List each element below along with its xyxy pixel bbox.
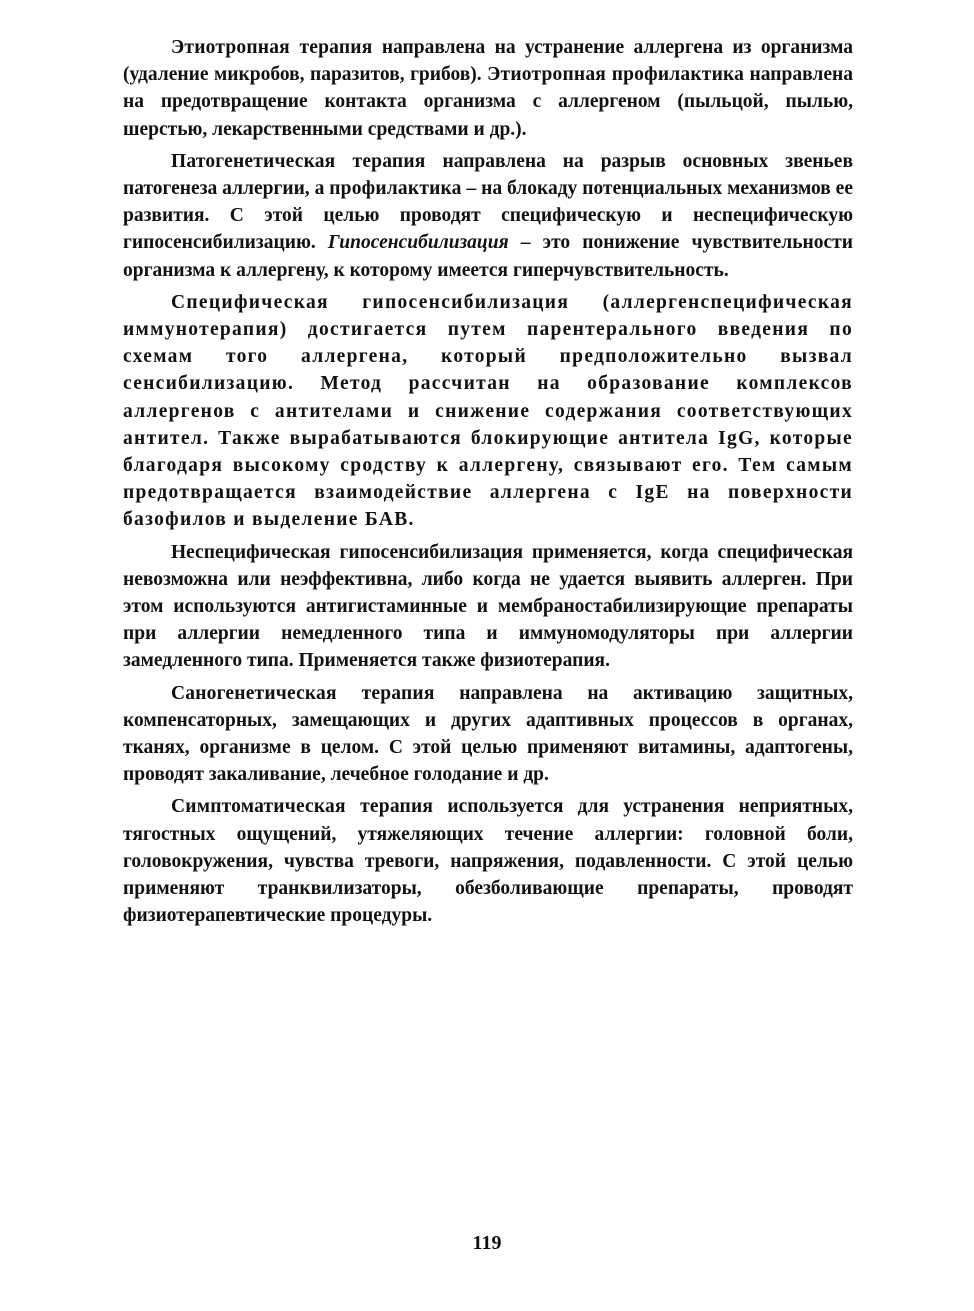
paragraph-text: направлена на разрыв основных звеньев патогенеза аллергии, а — [123, 150, 853, 200]
paragraph-text: – это понижение чувствительности организма к аллергену, к которому имеется гиперчувствительность. — [123, 232, 854, 281]
term-prophylaxis: профилактика — [329, 178, 462, 200]
paragraph-pathogenetic — [123, 148, 853, 284]
term-etiotropic-therapy: Этиотропная терапия — [171, 37, 373, 58]
body-text — [123, 34, 853, 935]
paragraph-text: направлена на предотвращение контакта организма с аллергеном (пыльцой, пылью, шерстью, лекарственными средствами и др.). — [123, 64, 853, 140]
paragraph-text: Специфическая гипосенсибилизация (аллергенспецифическая иммунотерапия) достигается путем парентерального введения по схемам того аллергена, который предположительно вызвал сенсибилизацию. Метод рассчитан на образование комплексов аллергенов с антителами и снижение содержания соответствующих антител. Также вырабатываются блокирующие антитела IgG, которые благодаря высокому сродству к аллергену, связывают его. Тем самым предотвращается взаимодействие аллергена с IgE на поверхности базофилов и выделение БАВ. — [123, 291, 853, 531]
page-number: 119 — [472, 1232, 502, 1254]
paragraph-symptomatic — [123, 793, 853, 929]
paragraph-etiotropic — [123, 34, 853, 143]
term-hyposensitization: Гипосенсибилизация — [327, 232, 509, 254]
paragraph-text: используется для устранения неприятных, тягостных ощущений, утяжеляющих течение аллергии: головной боли, головокружения, чувства тревоги, напряжения, подавленности. С этой целью применяют транквилизаторы, обезболивающие препараты, проводят физиотерапевтические процедуры. — [123, 796, 854, 927]
term-etiotropic-prophylaxis: Этиотропная профилактика — [487, 64, 745, 86]
term-symptomatic-therapy: Симптоматическая терапия — [171, 796, 434, 818]
term-sanogenetic-therapy: Саногенетическая терапия — [171, 682, 435, 704]
paragraph-text: Неспецифическая гипосенсибилизация применяется, когда специфическая невозможна или неэффективна, либо когда не удается выявить аллерген. При этом используются антигистаминные и мембраностабилизирующие препараты при аллергии немедленного типа и иммуномодуляторы при аллергии замедленного типа. Применяется также физиотерапия. — [123, 541, 853, 672]
paragraph-nonspecific-hyposensitization — [123, 539, 853, 675]
paragraph-text: направлена на устранение аллергена из организма (удаление микробов, паразитов, грибов). — [123, 37, 853, 86]
paragraph-text: направлена на активацию защитных, компенсаторных, замещающих и других адаптивных процессов в органах, тканях, организме в целом. С этой целью применяют витамины, адаптогены, проводят закаливание, лечебное голодание и др. — [123, 682, 853, 786]
paragraph-specific-hyposensitization — [123, 289, 853, 534]
paragraph-text: – на блокаду потенциальных механизмов ее развития. С этой целью проводят специфическую и неспецифическую гипосенсибилизацию. — [123, 178, 853, 254]
term-pathogenetic-therapy: Патогенетическая терапия — [171, 150, 426, 172]
paragraph-sanogenetic — [123, 680, 853, 789]
